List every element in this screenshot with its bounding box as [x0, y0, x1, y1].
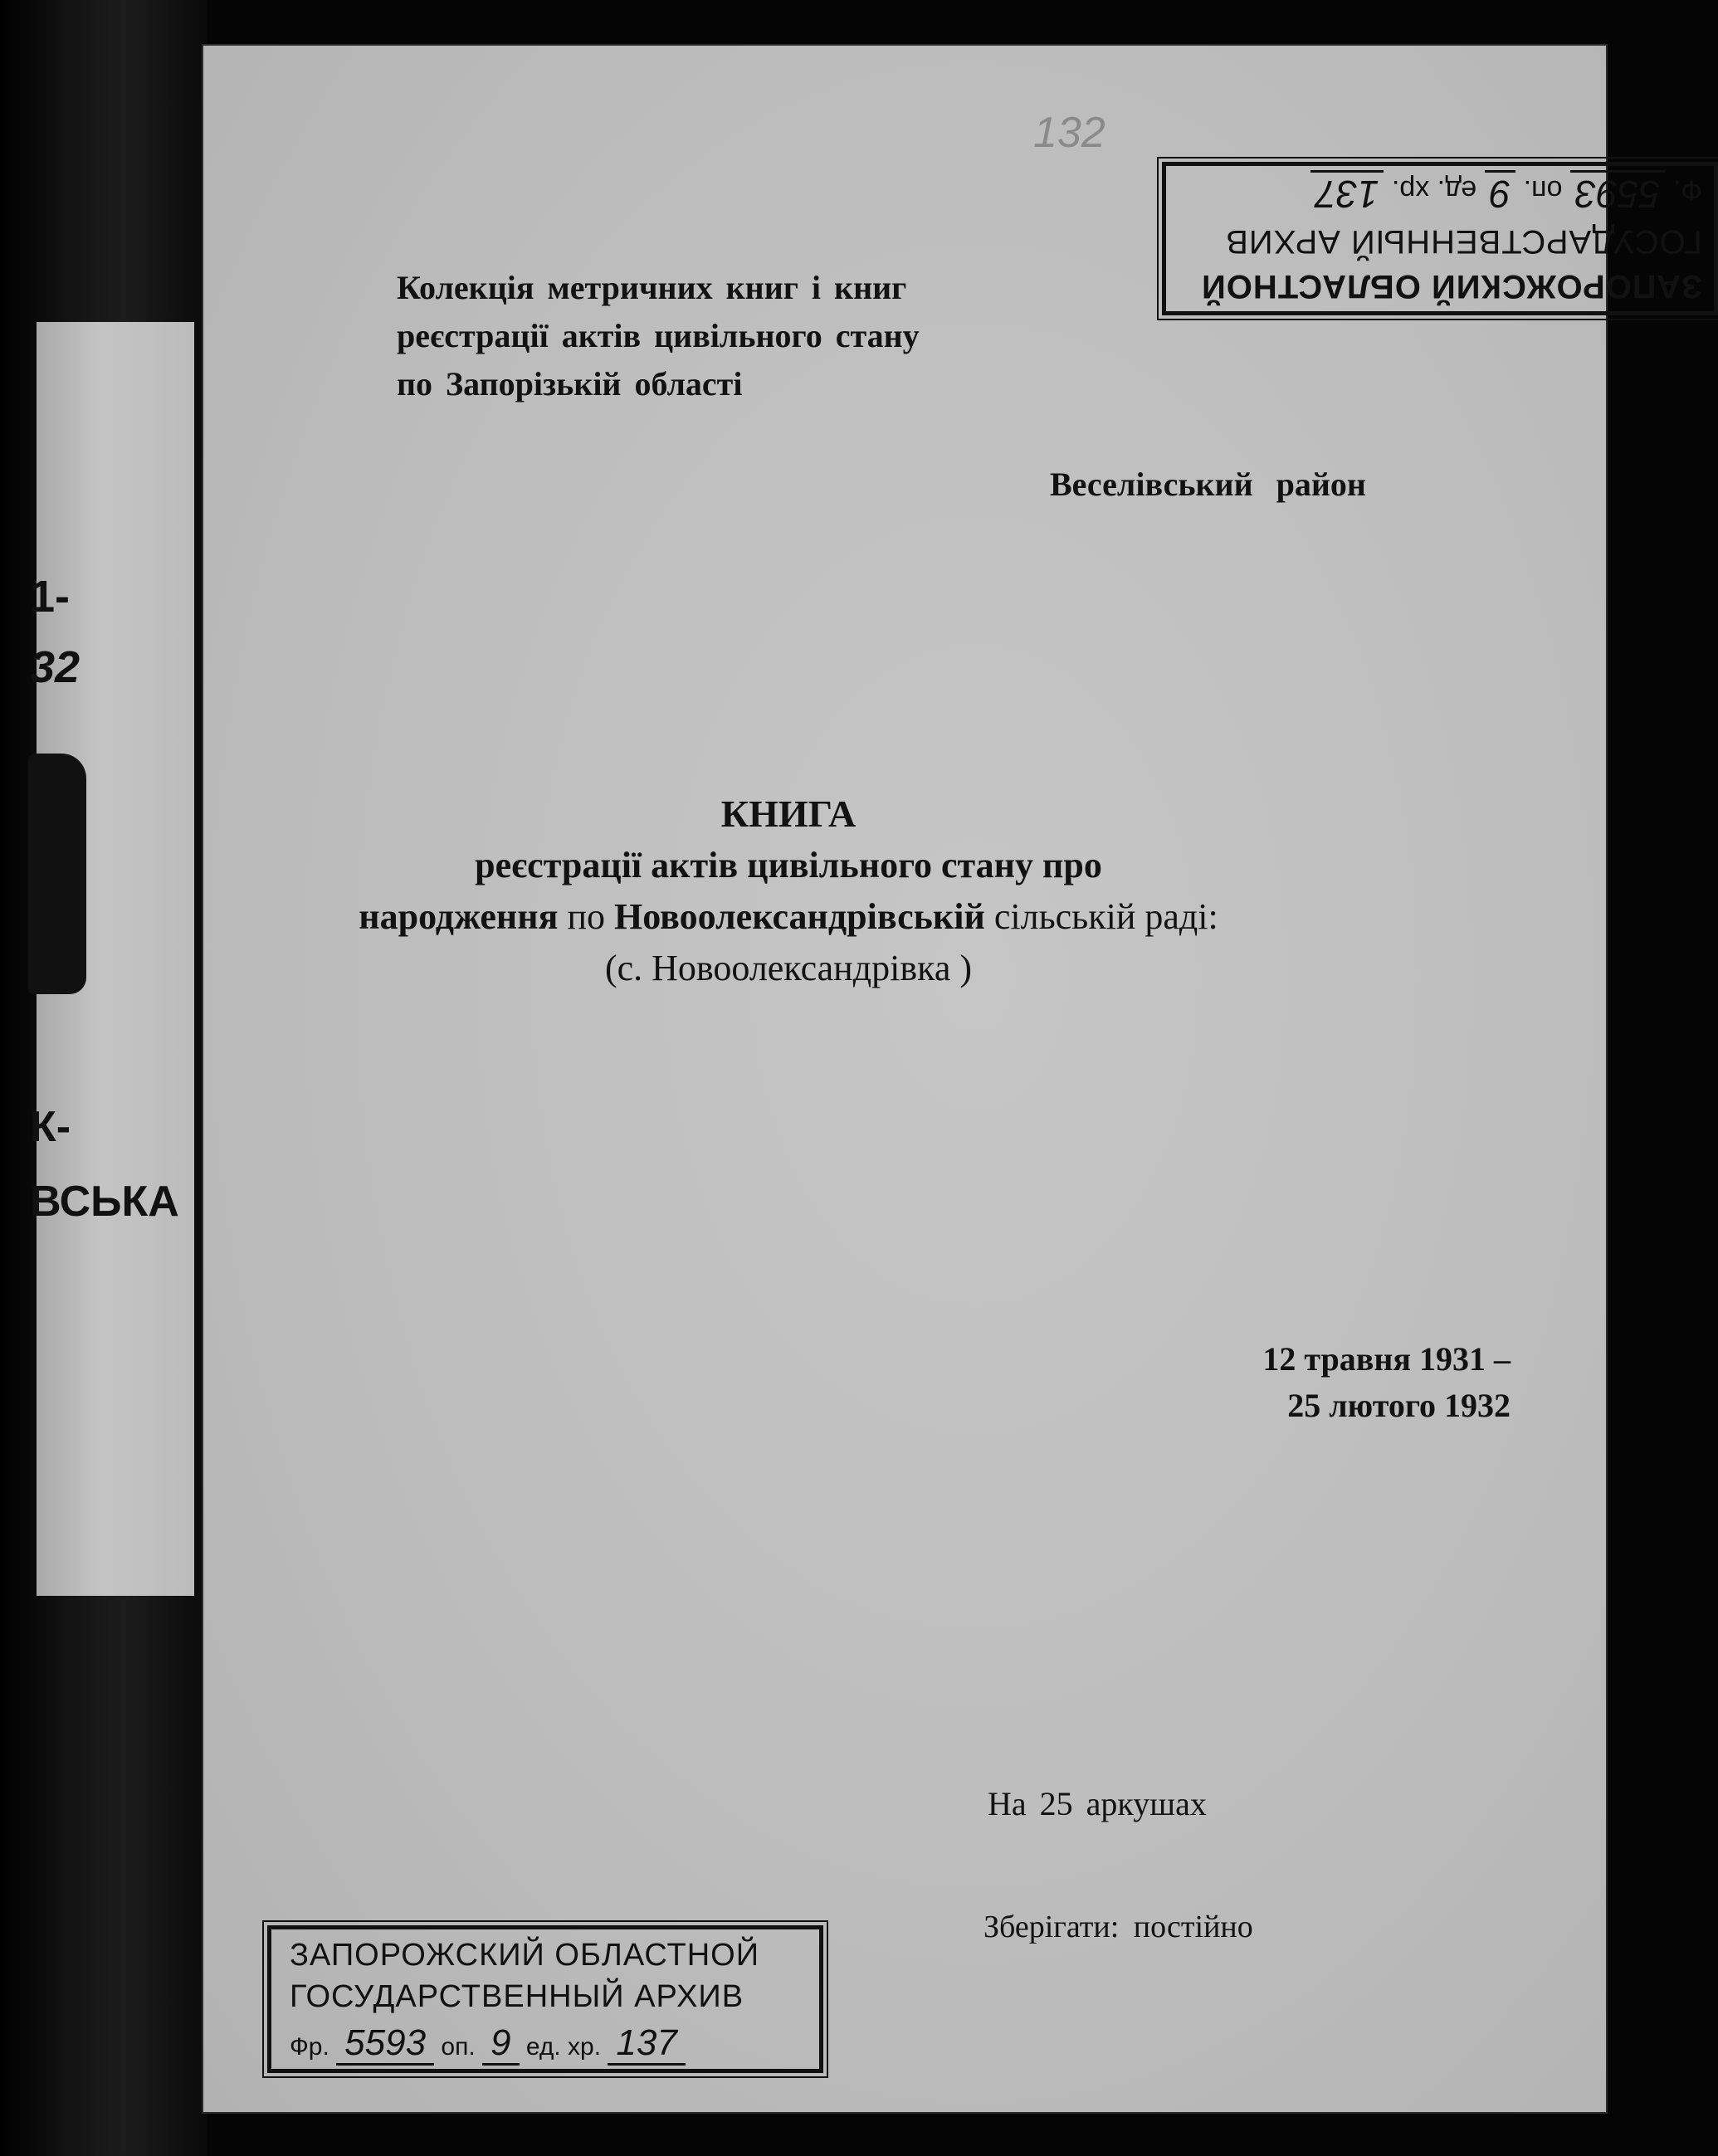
stamp-bottom-line1: ЗАПОРОЖСКИЙ ОБЛАСТНОЙ	[290, 1938, 760, 1973]
stamp-top-op-label: оп.	[1523, 174, 1563, 206]
stamp-top-reference	[1310, 172, 1702, 217]
title-line-3-d: сільській раді:	[984, 896, 1218, 937]
stamp-bottom-reference	[290, 2022, 686, 2064]
archive-stamp-bottom	[267, 1925, 823, 2073]
spine-label	[30, 322, 194, 1596]
title-line-4: (с. Новоолександрівка )	[604, 948, 973, 988]
header-line-1: Колекція метричних книг і книг	[397, 269, 907, 306]
stamp-top-line1: ЗАПОРОЖСКИЙ ОБЛАСТНОЙ	[1201, 268, 1702, 305]
stamp-bottom-fond: 5593	[336, 2022, 434, 2066]
date-from: 12 травня 1931 –	[1262, 1340, 1511, 1378]
stamp-top-fond-label: Ф.	[1672, 174, 1702, 206]
stamp-bottom-item-label: ед. хр.	[525, 2033, 602, 2061]
stamp-top-item-label: ед. хр.	[1391, 174, 1477, 206]
district-name: Веселівський район	[1050, 466, 1366, 503]
stamp-bottom-op-label: оп.	[441, 2033, 476, 2061]
archive-stamp-top	[1162, 162, 1718, 315]
stamp-bottom-item: 137	[608, 2022, 685, 2066]
stamp-bottom-line2: ГОСУДАРСТВЕННЫЙ АРХИВ	[290, 1979, 744, 2014]
title-line-3-c: Новоолександрівській	[613, 896, 985, 937]
date-to: 25 лютого 1932	[1287, 1387, 1511, 1424]
header-line-2: реєстрації актів цивільного стану	[397, 317, 920, 354]
title-line-3-a: народження	[359, 896, 559, 937]
retention-period: Зберігати: постійно	[983, 1910, 1253, 1944]
stamp-bottom-fond-label: Фр.	[290, 2033, 329, 2061]
spine-fragment-3: К-	[30, 1103, 71, 1151]
header-line-3: по Запорізькій області	[397, 365, 743, 402]
book-title	[249, 788, 1328, 994]
title-line-3-b: по	[558, 896, 614, 937]
collection-header	[397, 264, 920, 408]
sheet-count: На 25 аркушах	[988, 1785, 1207, 1822]
spine-fragment-4: ВСЬКА	[30, 1178, 179, 1226]
date-range	[1162, 1336, 1511, 1429]
title-main: КНИГА	[720, 793, 857, 835]
stamp-top-line2: ГОСУДАРСТВЕННЫЙ АРХИВ	[1225, 223, 1702, 260]
spine-fragment-2: 32	[30, 642, 81, 692]
stamp-top-op: 9	[1485, 170, 1516, 216]
stamp-bottom-op: 9	[482, 2022, 519, 2066]
pencil-page-number: 132	[1033, 109, 1105, 157]
title-line-2: реєстрації актів цивільного стану про	[475, 845, 1102, 885]
stamp-top-item: 137	[1310, 170, 1384, 216]
stamp-top-fond: 5593	[1570, 170, 1665, 216]
spine-ink-blot	[28, 754, 86, 994]
title-line-3	[249, 891, 1328, 943]
spine-fragment-1: 1-	[30, 572, 71, 622]
